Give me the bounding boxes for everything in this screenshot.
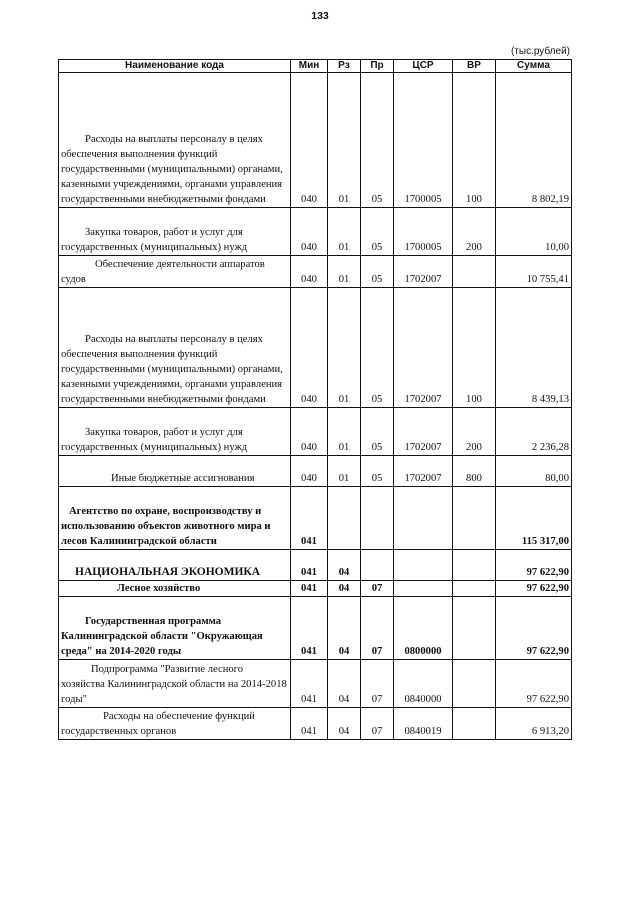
units-label: (тыс.рублей) bbox=[510, 46, 570, 57]
column-header-rz: Рз bbox=[328, 60, 361, 73]
row-pr: 07 bbox=[361, 597, 394, 660]
row-rz: 01 bbox=[328, 456, 361, 487]
row-name: Расходы на обеспечение функций государственных органов bbox=[59, 708, 291, 740]
row-vr bbox=[453, 708, 496, 740]
row-name: Обеспечение деятельности аппаратов судов bbox=[59, 256, 291, 288]
row-sum: 97 622,90 bbox=[496, 597, 572, 660]
table-row bbox=[59, 487, 572, 550]
row-name: Расходы на выплаты персоналу в целях обеспечения выполнения функций государственными (муниципальными) органами, казенными учреждениями, органами управления государственными внебюджетными фондами bbox=[59, 73, 291, 208]
row-csr: 1702007 bbox=[394, 256, 453, 288]
table-row bbox=[59, 73, 572, 208]
table-row bbox=[59, 288, 572, 408]
row-vr bbox=[453, 487, 496, 550]
row-rz: 01 bbox=[328, 256, 361, 288]
row-rz: 01 bbox=[328, 208, 361, 256]
row-sum: 97 622,90 bbox=[496, 581, 572, 597]
row-name: Расходы на выплаты персоналу в целях обеспечения выполнения функций государственными (муниципальными) органами, казенными учреждениями, органами управления государственными внебюджетными фондами bbox=[59, 288, 291, 408]
column-header-pr: Пр bbox=[361, 60, 394, 73]
row-vr bbox=[453, 597, 496, 660]
row-vr bbox=[453, 550, 496, 581]
row-name: Иные бюджетные ассигнования bbox=[59, 456, 291, 487]
row-name: Подпрограмма "Развитие лесного хозяйства Калининградской области на 2014-2018 годы" bbox=[59, 660, 291, 708]
row-csr: 1700005 bbox=[394, 73, 453, 208]
row-rz: 04 bbox=[328, 550, 361, 581]
row-min: 041 bbox=[291, 550, 328, 581]
row-vr: 100 bbox=[453, 288, 496, 408]
row-min: 041 bbox=[291, 708, 328, 740]
row-csr: 0800000 bbox=[394, 597, 453, 660]
row-csr bbox=[394, 487, 453, 550]
row-vr bbox=[453, 581, 496, 597]
row-pr: 05 bbox=[361, 288, 394, 408]
row-name: Агентство по охране, воспроизводству и использованию объектов животного мира и лесов Калининградской области bbox=[59, 487, 291, 550]
row-pr: 05 bbox=[361, 256, 394, 288]
row-pr bbox=[361, 550, 394, 581]
row-sum: 10,00 bbox=[496, 208, 572, 256]
row-min: 041 bbox=[291, 487, 328, 550]
column-header-sum: Сумма bbox=[496, 60, 572, 73]
table-row bbox=[59, 660, 572, 708]
row-min: 040 bbox=[291, 408, 328, 456]
row-csr bbox=[394, 581, 453, 597]
row-rz: 04 bbox=[328, 581, 361, 597]
row-csr: 0840000 bbox=[394, 660, 453, 708]
row-sum: 97 622,90 bbox=[496, 550, 572, 581]
row-rz: 04 bbox=[328, 708, 361, 740]
row-csr bbox=[394, 550, 453, 581]
row-pr: 05 bbox=[361, 456, 394, 487]
row-vr: 200 bbox=[453, 408, 496, 456]
row-sum: 97 622,90 bbox=[496, 660, 572, 708]
row-pr: 05 bbox=[361, 208, 394, 256]
row-min: 040 bbox=[291, 256, 328, 288]
row-pr bbox=[361, 487, 394, 550]
row-name: Закупка товаров, работ и услуг для государственных (муниципальных) нужд bbox=[59, 208, 291, 256]
table-row bbox=[59, 597, 572, 660]
table-row bbox=[59, 550, 572, 581]
row-rz: 04 bbox=[328, 660, 361, 708]
row-rz: 01 bbox=[328, 408, 361, 456]
row-csr: 1702007 bbox=[394, 288, 453, 408]
row-rz: 01 bbox=[328, 73, 361, 208]
row-min: 041 bbox=[291, 660, 328, 708]
row-csr: 1700005 bbox=[394, 208, 453, 256]
column-header-vr: ВР bbox=[453, 60, 496, 73]
table-row bbox=[59, 256, 572, 288]
row-pr: 05 bbox=[361, 408, 394, 456]
row-pr: 07 bbox=[361, 708, 394, 740]
row-name: Закупка товаров, работ и услуг для государственных (муниципальных) нужд bbox=[59, 408, 291, 456]
row-rz bbox=[328, 487, 361, 550]
column-header-csr: ЦСР bbox=[394, 60, 453, 73]
row-vr bbox=[453, 256, 496, 288]
row-name: Государственная программа Калининградской области "Окружающая среда" на 2014-2020 годы bbox=[59, 597, 291, 660]
row-name: Лесное хозяйство bbox=[59, 581, 291, 597]
row-min: 041 bbox=[291, 597, 328, 660]
row-vr bbox=[453, 660, 496, 708]
row-sum: 2 236,28 bbox=[496, 408, 572, 456]
row-min: 041 bbox=[291, 581, 328, 597]
row-pr: 07 bbox=[361, 581, 394, 597]
row-vr: 100 bbox=[453, 73, 496, 208]
row-sum: 10 755,41 bbox=[496, 256, 572, 288]
table-row bbox=[59, 581, 572, 597]
table-row bbox=[59, 456, 572, 487]
table-row bbox=[59, 208, 572, 256]
row-vr: 200 bbox=[453, 208, 496, 256]
row-rz: 04 bbox=[328, 597, 361, 660]
row-sum: 6 913,20 bbox=[496, 708, 572, 740]
row-rz: 01 bbox=[328, 288, 361, 408]
column-header-name: Наименование кода bbox=[59, 60, 291, 73]
row-min: 040 bbox=[291, 208, 328, 256]
row-min: 040 bbox=[291, 288, 328, 408]
page-number: 133 bbox=[311, 10, 329, 22]
row-csr: 1702007 bbox=[394, 456, 453, 487]
row-sum: 8 439,13 bbox=[496, 288, 572, 408]
row-sum: 115 317,00 bbox=[496, 487, 572, 550]
table-row bbox=[59, 708, 572, 740]
row-name: НАЦИОНАЛЬНАЯ ЭКОНОМИКА bbox=[59, 550, 291, 581]
row-min: 040 bbox=[291, 456, 328, 487]
row-pr: 07 bbox=[361, 660, 394, 708]
table-row bbox=[59, 408, 572, 456]
row-csr: 1702007 bbox=[394, 408, 453, 456]
row-csr: 0840019 bbox=[394, 708, 453, 740]
row-sum: 8 802,19 bbox=[496, 73, 572, 208]
row-pr: 05 bbox=[361, 73, 394, 208]
column-header-min: Мин bbox=[291, 60, 328, 73]
table-header-row bbox=[59, 60, 572, 73]
budget-table bbox=[58, 59, 572, 740]
row-vr: 800 bbox=[453, 456, 496, 487]
row-sum: 80,00 bbox=[496, 456, 572, 487]
row-min: 040 bbox=[291, 73, 328, 208]
